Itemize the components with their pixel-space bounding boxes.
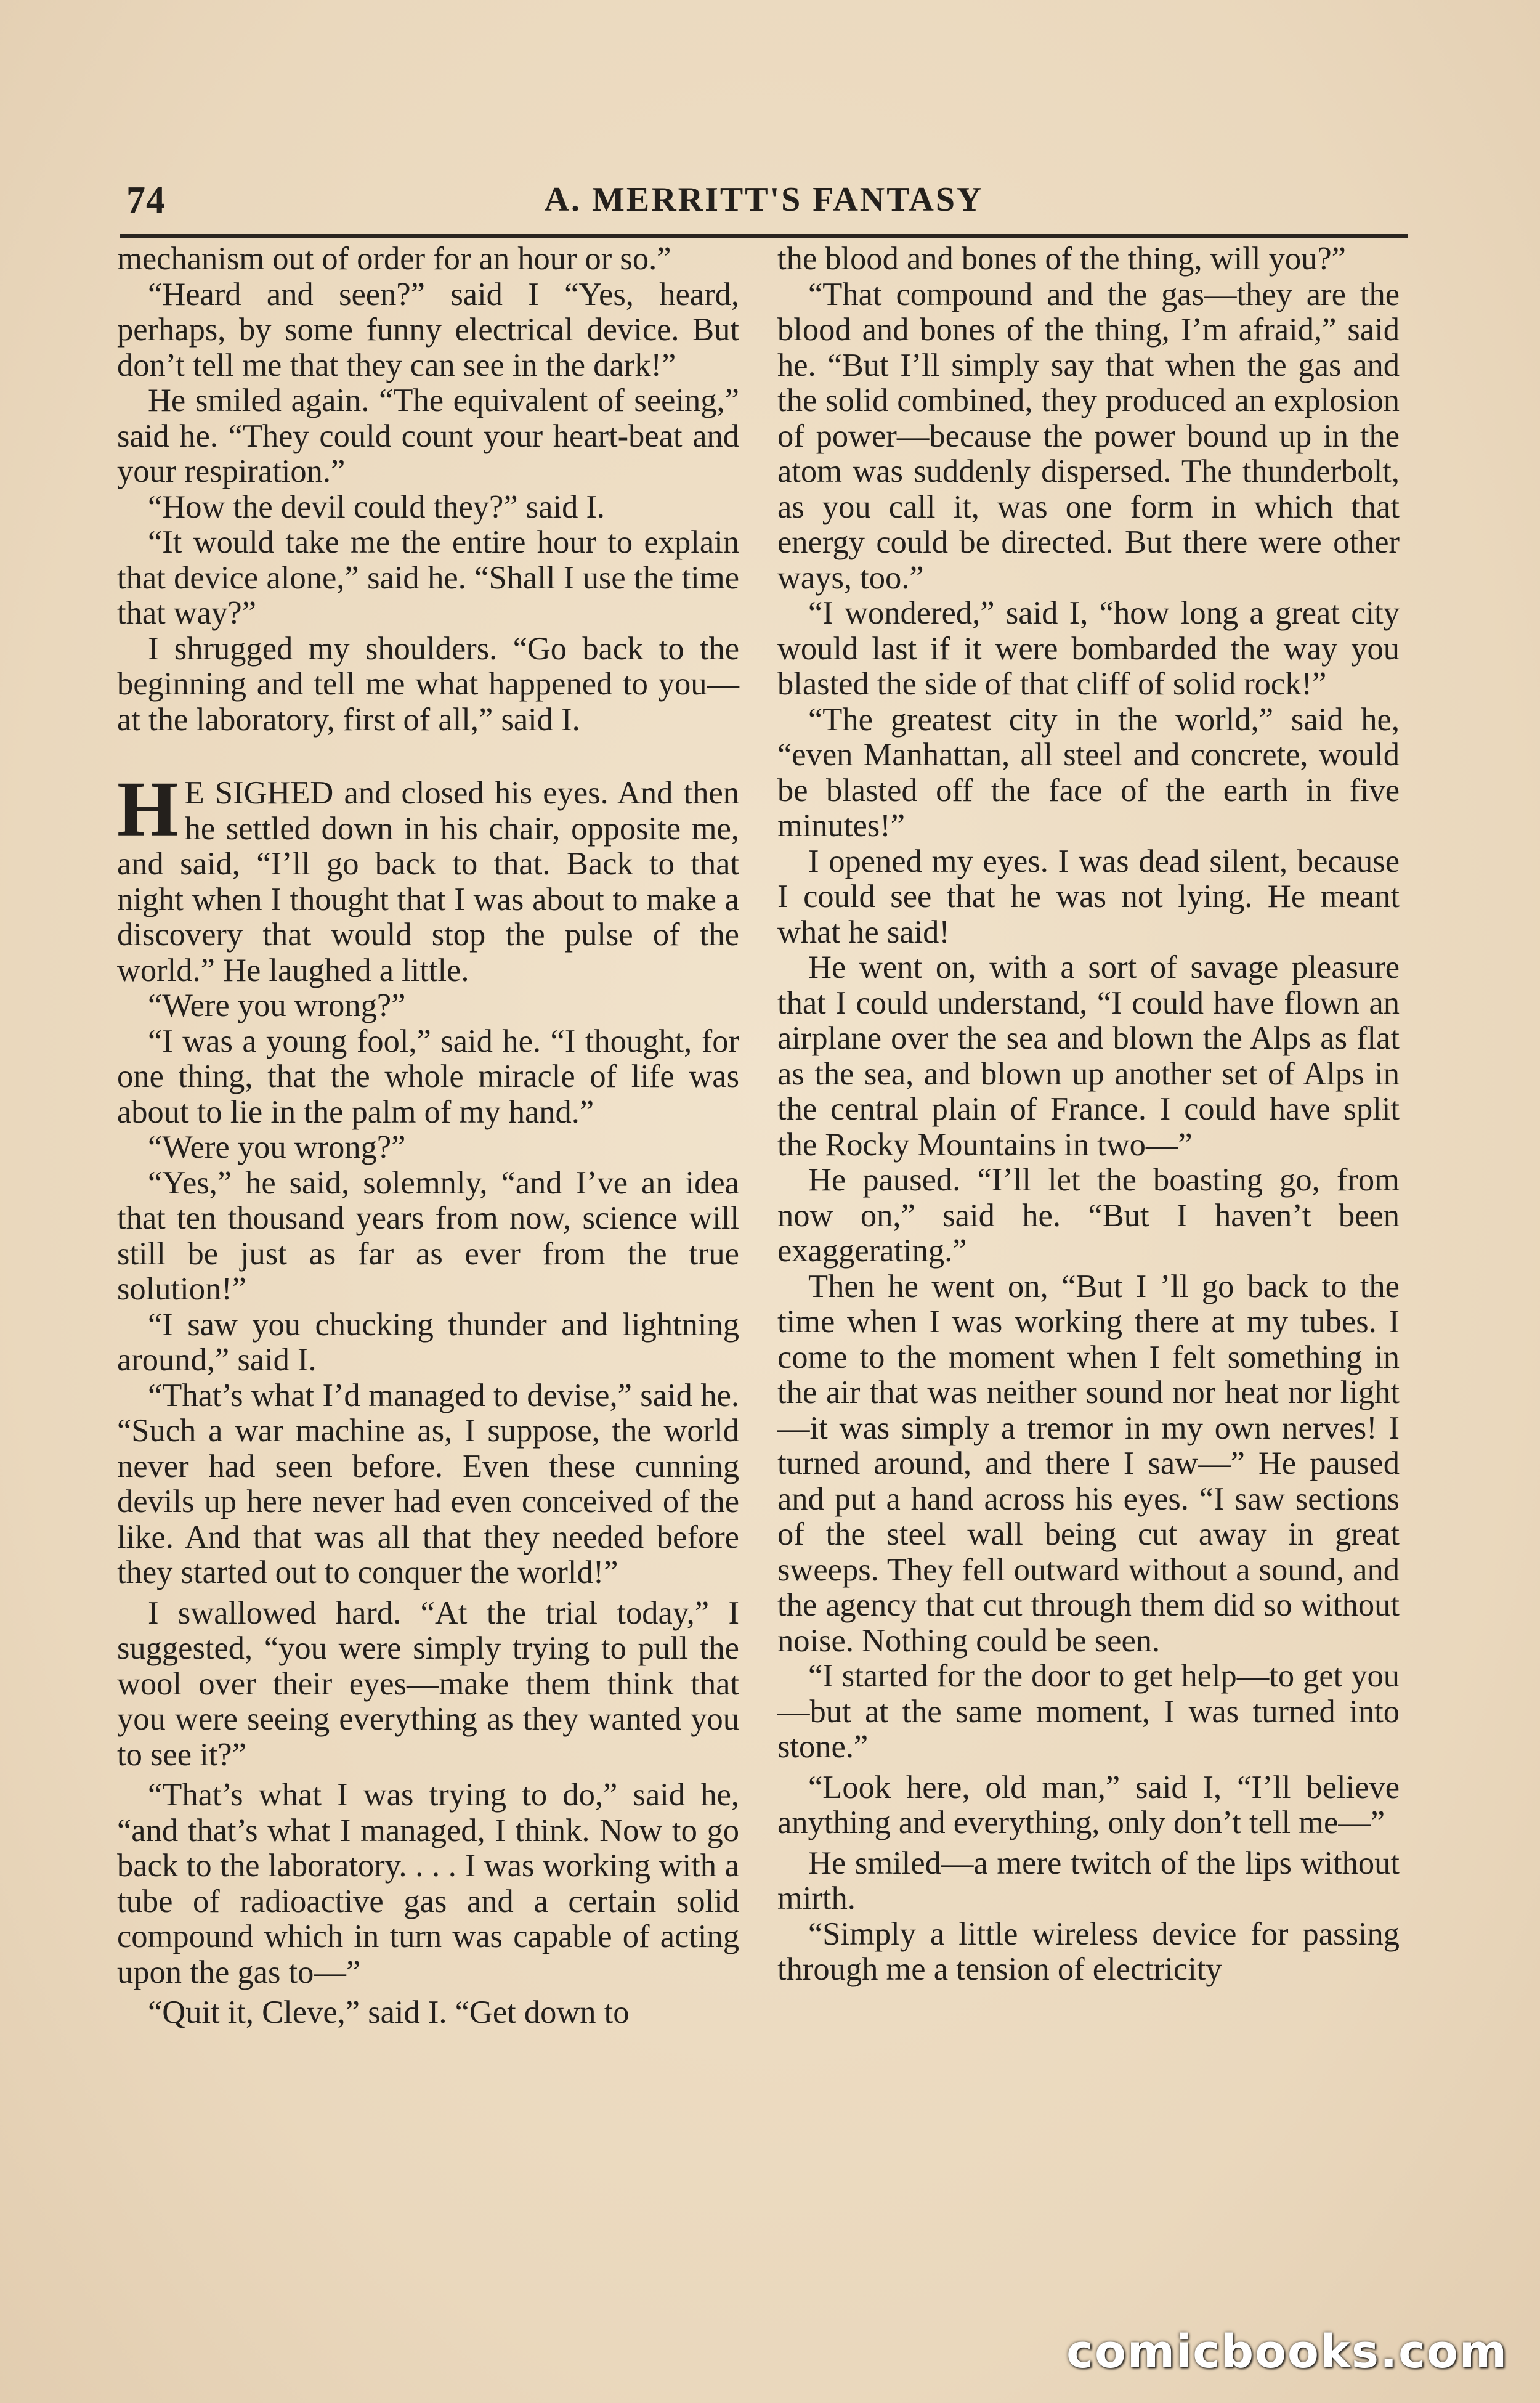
opening-smallcaps: E SIGHED: [184, 775, 334, 811]
site-watermark: comicbooks.com: [1066, 2325, 1508, 2378]
page-number: 74: [126, 179, 166, 221]
paragraph: He went on, with a sort of savage pleasure that I could understand, “I could have flown an airplane over the sea and blown the Alps as flat as the sea, and blown up another set of Alps in the central plain of France. I could have split the Rocky Mountains in two—”: [777, 949, 1400, 1163]
paragraph: “It would take me the entire hour to explain that device alone,” said he. “Shall I use the time that way?”: [117, 524, 739, 631]
paragraph: the blood and bones of the thing, will you?”: [777, 241, 1346, 277]
paragraph: “That’s what I’d managed to devise,” said he. “Such a war machine as, I suppose, the world never had seen before. Even these cunning devils up here never had even conceived of the like. And that was all that they needed before they started out to conquer the world!”: [117, 1377, 739, 1590]
paragraph: “I wondered,” said I, “how long a great city would last if it were bombarded the way you blasted the side of that cliff of solid rock!”: [777, 595, 1400, 702]
running-title: A. MERRITT'S FANTASY: [544, 181, 984, 219]
paragraph: “Quit it, Cleve,” said I. “Get down to: [148, 1994, 630, 2030]
paragraph: He smiled—a mere twitch of the lips without mirth.: [777, 1845, 1400, 1916]
section-break: [117, 738, 739, 776]
opening-text: and closed his eyes. And then he settled down in his chair, opposite me, and said, “I’ll go back to that. Back to that night when I thought that I was about to make a discovery that would stop the pulse of the world.” He laughed a little.: [117, 775, 739, 988]
paragraph: “How the devil could they?” said I.: [148, 489, 606, 525]
paragraph: He paused. “I’ll let the boasting go, from now on,” said he. “But I haven’t been exaggerating.”: [777, 1162, 1400, 1269]
paragraph: I shrugged my shoulders. “Go back to the beginning and tell me what happened to you—at the laboratory, first of all,” said I.: [117, 630, 739, 738]
paragraph: “I saw you chucking thunder and lightning around,” said I.: [117, 1306, 739, 1378]
paragraph: mechanism out of order for an hour or so.”: [117, 241, 671, 277]
paragraph: “The greatest city in the world,” said he, “even Manhattan, all steel and concrete, would be blasted off the face of the earth in five minutes!”: [777, 701, 1400, 844]
paragraph: He smiled again. “The equivalent of seeing,” said he. “They could count your heart-beat and your respiration.”: [117, 383, 739, 489]
paragraph: Then he went on, “But I ’ll go back to the time when I was working there at my tubes. I come to the moment when I felt something in the air that was neither sound nor heat nor light—it was simply a tremor in my own nerves! I turned around, and there I saw—” He paused and put a hand across his eyes. “I saw sections of the steel wall being cut away in great sweeps. They fell outward without a sound, and the agency that cut through them did so without noise. Nothing could be seen.: [777, 1268, 1400, 1659]
paragraph: “Look here, old man,” said I, “I’ll believe anything and everything, only don’t tell me—”: [777, 1769, 1400, 1840]
paragraph: “That’s what I was trying to do,” said he, “and that’s what I managed, I think. Now to go back to the laboratory. . . . I was working with a tube of radioactive gas and a certain solid compound which in turn was capable of acting upon the gas to—”: [117, 1777, 739, 1990]
page-header: [120, 179, 1408, 238]
right-text-column: [777, 242, 1400, 1988]
left-text-column: [117, 242, 739, 2031]
paragraph: “Yes,” he said, solemnly, “and I’ve an idea that ten thousand years from now, science will still be just as far as ever from the true solution!”: [117, 1165, 739, 1307]
paragraph: “Were you wrong?”: [148, 988, 406, 1023]
paragraph: “That compound and the gas—they are the blood and bones of the thing, I’m afraid,” said he. “But I’ll simply say that when the gas and the solid combined, they produced an explosion of power—because the power bound up in the atom was suddenly dispersed. The thunderbolt, as you call it, was one form in which that energy could be directed. But there were other ways, too.”: [777, 276, 1400, 596]
section-opening-paragraph: [117, 765, 739, 988]
paragraph: “I was a young fool,” said he. “I thought, for one thing, that the whole miracle of life was about to lie in the palm of my hand.”: [117, 1023, 739, 1130]
paragraph: I swallowed hard. “At the trial today,” I suggested, “you were simply trying to pull the wool over their eyes—make them think that you were seeing everything as they wanted you to see it?”: [117, 1595, 739, 1773]
drop-cap: H: [117, 765, 179, 853]
paragraph: “Heard and seen?” said I “Yes, heard, perhaps, by some funny electrical device. But don’t tell me that they can see in the dark!”: [117, 276, 739, 383]
paragraph: I opened my eyes. I was dead silent, because I could see that he was not lying. He meant what he said!: [777, 843, 1400, 950]
paragraph: “Simply a little wireless device for passing through me a tension of electricity: [777, 1916, 1400, 1987]
paragraph: “Were you wrong?”: [148, 1129, 406, 1165]
paragraph: “I started for the door to get help—to get you—but at the same moment, I was turned into stone.”: [777, 1658, 1400, 1765]
